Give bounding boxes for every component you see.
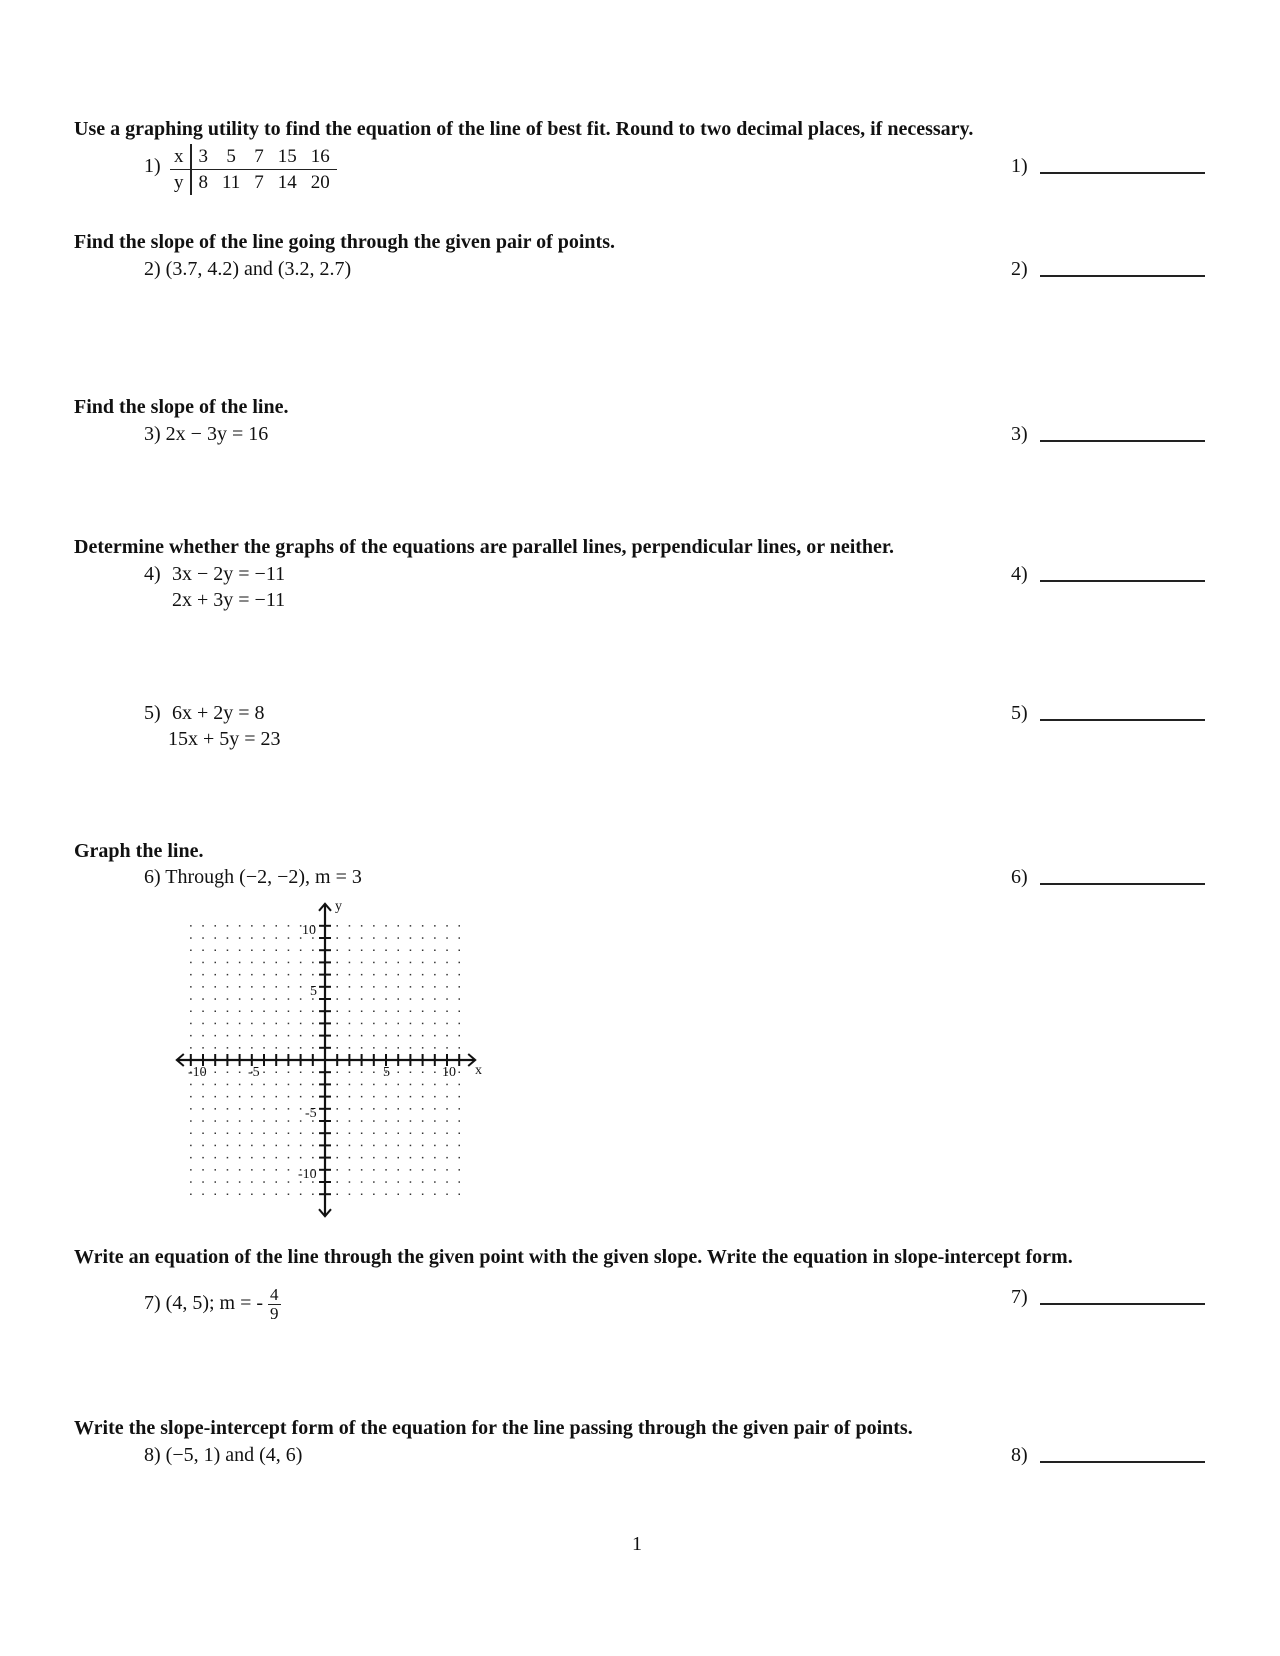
question-1-label: 1) [144, 155, 161, 177]
table-cell: 11 [222, 172, 241, 193]
instruction-graph-line: Graph the line. [74, 840, 204, 862]
x-tick-label: 5 [383, 1065, 390, 1080]
answer-3-label: 3) [1011, 423, 1028, 445]
instruction-point-slope: Write an equation of the line through the given point with the given slope. Write the equation in slope-intercept form. [74, 1246, 1073, 1268]
question-7 [144, 1286, 281, 1323]
answer-4-blank[interactable] [1040, 580, 1205, 582]
table-x-header: x [170, 144, 191, 170]
y-tick-label: 10 [302, 923, 316, 938]
y-axis-label: y [335, 899, 342, 914]
question-2: 2) (3.7, 4.2) and (3.2, 2.7) [144, 258, 352, 280]
slope-fraction [268, 1286, 281, 1323]
question-4-label: 4) [144, 563, 161, 585]
table-cell: 8 [198, 172, 208, 193]
x-tick-label: -5 [248, 1065, 260, 1080]
table-cell: 3 [191, 144, 216, 170]
table-cell: 20 [310, 172, 330, 193]
question-7-text: 7) (4, 5); m = - [144, 1292, 264, 1315]
xy-data-table [170, 144, 337, 195]
answer-5-label: 5) [1011, 702, 1028, 724]
instruction-slope-intercept-points: Write the slope-intercept form of the equation for the line passing through the given pair of points. [74, 1417, 913, 1439]
y-tick-label: -10 [298, 1167, 317, 1182]
table-cell: 15 [271, 144, 304, 170]
answer-3-blank[interactable] [1040, 440, 1205, 442]
answer-6-label: 6) [1011, 866, 1028, 888]
question-5-equation-1: 6x + 2y = 8 [172, 702, 265, 724]
coordinate-grid[interactable] [160, 895, 500, 1230]
answer-8-label: 8) [1011, 1444, 1028, 1466]
instruction-parallel-perpendicular: Determine whether the graphs of the equations are parallel lines, perpendicular lines, or neither. [74, 536, 894, 558]
question-6: 6) Through (−2, −2), m = 3 [144, 866, 362, 888]
fraction-denominator: 9 [270, 1304, 279, 1323]
y-tick-label: -5 [305, 1106, 317, 1121]
x-tick-label: -10 [188, 1065, 207, 1080]
question-4-equation-2: 2x + 3y = −11 [172, 589, 286, 611]
answer-2-blank[interactable] [1040, 275, 1205, 277]
table-cell: 16 [304, 144, 337, 170]
answer-5-blank[interactable] [1040, 719, 1205, 721]
answer-7-blank[interactable] [1040, 1303, 1205, 1305]
page-number: 1 [632, 1533, 642, 1555]
table-cell: 7 [254, 172, 264, 193]
x-axis-label: x [475, 1063, 482, 1078]
question-4-equation-1: 3x − 2y = −11 [172, 563, 286, 585]
table-cell: 5 [215, 144, 247, 170]
question-5-label: 5) [144, 702, 161, 724]
answer-7-label: 7) [1011, 1286, 1028, 1308]
instruction-slope-line: Find the slope of the line. [74, 396, 289, 418]
y-tick-label: 5 [310, 984, 317, 999]
answer-1-blank[interactable] [1040, 172, 1205, 174]
answer-2-label: 2) [1011, 258, 1028, 280]
table-cell: 7 [247, 144, 271, 170]
fraction-numerator: 4 [270, 1285, 279, 1304]
answer-8-blank[interactable] [1040, 1461, 1205, 1463]
table-y-header: y [170, 170, 191, 196]
instruction-best-fit: Use a graphing utility to find the equation of the line of best fit. Round to two decimal places, if necessary. [74, 118, 974, 140]
answer-4-label: 4) [1011, 563, 1028, 585]
answer-1-label: 1) [1011, 155, 1028, 177]
instruction-slope-two-points: Find the slope of the line going through the given pair of points. [74, 231, 615, 253]
answer-6-blank[interactable] [1040, 883, 1205, 885]
question-5-equation-2: 15x + 5y = 23 [168, 728, 281, 750]
question-3: 3) 2x − 3y = 16 [144, 423, 269, 445]
x-tick-label: 10 [442, 1065, 456, 1080]
table-cell: 14 [277, 172, 297, 193]
question-8: 8) (−5, 1) and (4, 6) [144, 1444, 303, 1466]
